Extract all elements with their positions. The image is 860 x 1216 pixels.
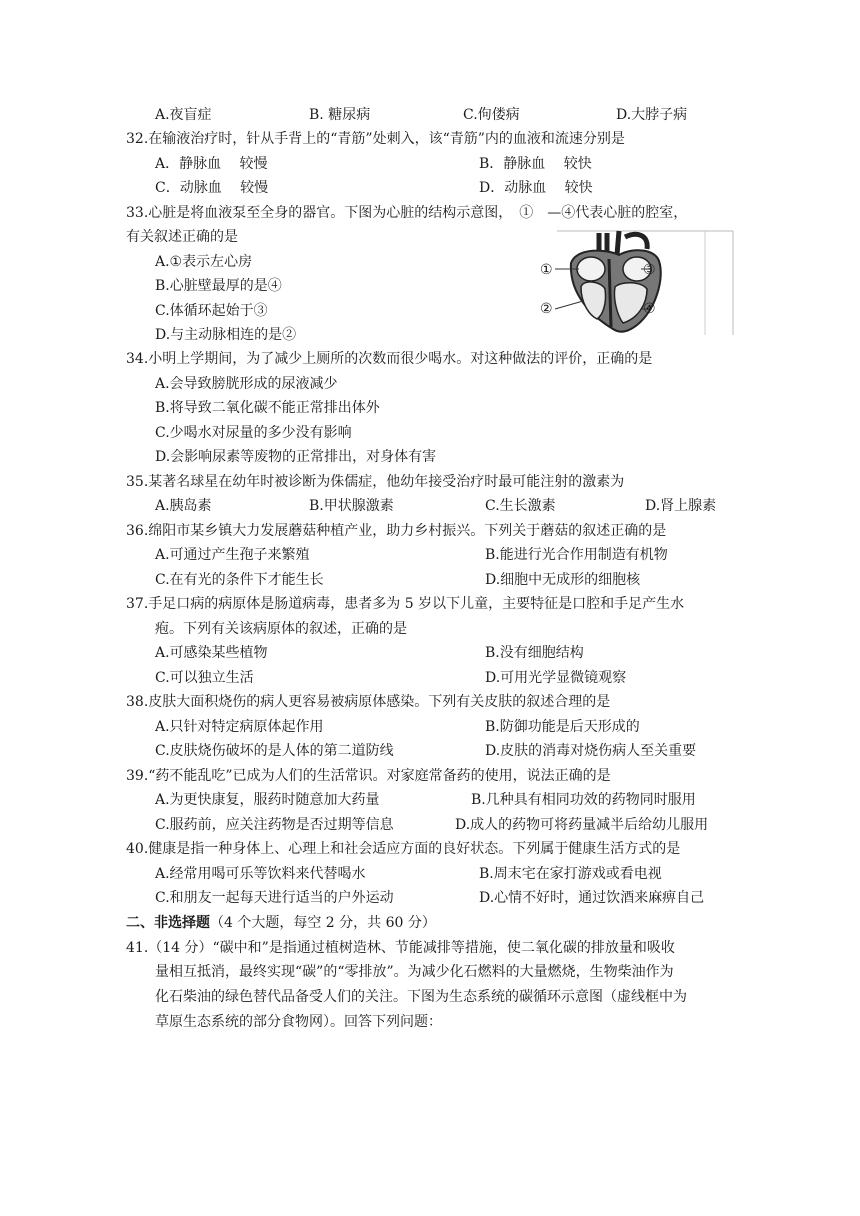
q36-option-b: B.能进行光合作用制造有机物 (485, 547, 668, 563)
q32-option-a: A．静脉血 较慢 (155, 156, 268, 172)
q37-stem-line1: 37.手足口病的病原体是肠道病毒，患者多为 5 岁以下儿童，主要特征是口腔和手足产生水 (126, 596, 685, 612)
q31-option-d: D.大脖子病 (616, 107, 688, 123)
q31-option-c: C.佝偻病 (463, 107, 520, 123)
q38-option-c: C.皮肤烧伤破坏的是人体的第二道防线 (155, 743, 394, 759)
q41-line2: 量相互抵消，最终实现“碳”的“零排放”。为减少化石燃料的大量燃烧，生物柴油作为 (155, 964, 674, 980)
q32-option-d: D．动脉血 较快 (479, 180, 593, 196)
q35-option-c: C.生长激素 (485, 498, 556, 514)
q32-option-c: C．动脉血 较慢 (155, 180, 269, 196)
q35-stem: 35.某著名球星在幼年时被诊断为侏儒症，他幼年接受治疗时最可能注射的激素为 (126, 474, 625, 490)
q33-option-d: D.与主动脉相连的是② (155, 327, 297, 343)
heart-diagram (537, 229, 735, 337)
q39-option-c: C.服药前，应关注药物是否过期等信息 (155, 817, 394, 833)
q34-stem: 34.小明上学期间，为了减少上厕所的次数而很少喝水。对这种做法的评价，正确的是 (126, 351, 653, 367)
q37-option-a: A.可感染某些植物 (155, 645, 268, 661)
q39-option-d: D.成人的药物可将药量减半后给幼儿服用 (455, 817, 709, 833)
q33-option-c: C.体循环起始于③ (155, 303, 268, 319)
chamber-2 (581, 282, 606, 319)
heart-label-4: ④ (643, 301, 656, 317)
section-note: （4 个大题，每空 2 分，共 60 分） (210, 915, 436, 931)
q37-stem-line2: 疱。下列有关该病原体的叙述，正确的是 (155, 621, 407, 637)
q32-option-b: B．静脉血 较快 (479, 156, 592, 172)
q39-option-a: A.为更快康复，服药时随意加大药量 (155, 792, 380, 808)
heart-label-3: ③ (643, 262, 656, 278)
q37-option-b: B.没有细胞结构 (485, 645, 584, 661)
q38-option-b: B.防御功能是后天形成的 (485, 719, 640, 735)
q38-stem: 38.皮肤大面积烧伤的病人更容易被病原体感染。下列有关皮肤的叙述合理的是 (126, 694, 611, 710)
chamber-1 (577, 257, 605, 281)
q32-stem: 32.在输液治疗时，针从手背上的“青筋”处刺入，该“青筋”内的血液和流速分别是 (126, 131, 625, 147)
q31-option-b: B. 糖尿病 (309, 107, 371, 123)
q36-stem: 36.绵阳市某乡镇大力发展蘑菇种植产业，助力乡村振兴。下列关于蘑菇的叙述正确的是 (126, 523, 667, 539)
heart-label-1: ① (540, 262, 553, 278)
q36-option-d: D.细胞中无成形的细胞核 (485, 572, 641, 588)
q35-option-d: D.肾上腺素 (645, 498, 717, 514)
q35-option-b: B.甲状腺激素 (309, 498, 394, 514)
section-heading (126, 911, 436, 935)
q34-option-c: C.少喝水对尿量的多少没有影响 (155, 425, 352, 441)
q34-option-d: D.会影响尿素等废物的正常排出，对身体有害 (155, 449, 437, 465)
q40-option-d: D.心情不好时，通过饮酒来麻痹自己 (479, 890, 705, 906)
q40-option-c: C.和朋友一起每天进行适当的户外运动 (155, 890, 394, 906)
q33-stem-line1: 33.心脏是将血液泵至全身的器官。下图为心脏的结构示意图， ① —④代表心脏的腔室， (126, 205, 688, 221)
q31-option-a: A.夜盲症 (155, 107, 212, 123)
q41-line4: 草原生态系统的部分食物网）。回答下列问题： (155, 1014, 442, 1030)
q38-option-d: D.皮肤的消毒对烧伤病人至关重要 (485, 743, 697, 759)
q34-option-b: B.将导致二氧化碳不能正常排出体外 (155, 400, 380, 416)
q40-stem: 40.健康是指一种身体上、心理上和社会适应方面的良好状态。下列属于健康生活方式的是 (126, 841, 681, 857)
q41-line1: 41.（14 分）“碳中和”是指通过植树造林、节能减排等措施，使二氧化碳的排放量和吸收 (126, 940, 675, 956)
q35-option-a: A.胰岛素 (155, 498, 212, 514)
heart-label-2: ② (540, 301, 553, 317)
q33-option-a: A.①表示左心房 (155, 254, 253, 270)
q37-option-d: D.可用光学显微镜观察 (485, 670, 627, 686)
q33-option-b: B.心脏壁最厚的是④ (155, 278, 282, 294)
q40-option-b: B.周末宅在家打游戏或看电视 (479, 866, 662, 882)
q38-option-a: A.只针对特定病原体起作用 (155, 719, 324, 735)
q33-stem-line2: 有关叙述正确的是 (126, 229, 238, 245)
q39-option-b: B.几种具有相同功效的药物同时服用 (471, 792, 696, 808)
q40-option-a: A.经常用喝可乐等饮料来代替喝水 (155, 866, 366, 882)
section-title: 二、非选择题 (126, 915, 210, 931)
q36-option-a: A.可通过产生孢子来繁殖 (155, 547, 310, 563)
q37-option-c: C.可以独立生活 (155, 670, 254, 686)
q41-line3: 化石柴油的绿色替代品备受人们的关注。下图为生态系统的碳循环示意图（虚线框中为 (155, 989, 687, 1005)
q36-option-c: C.在有光的条件下才能生长 (155, 572, 324, 588)
q34-option-a: A.会导致膀胱形成的尿液减少 (155, 376, 338, 392)
q39-stem: 39.“药不能乱吃”已成为人们的生活常识。对家庭常备药的使用，说法正确的是 (126, 768, 611, 784)
